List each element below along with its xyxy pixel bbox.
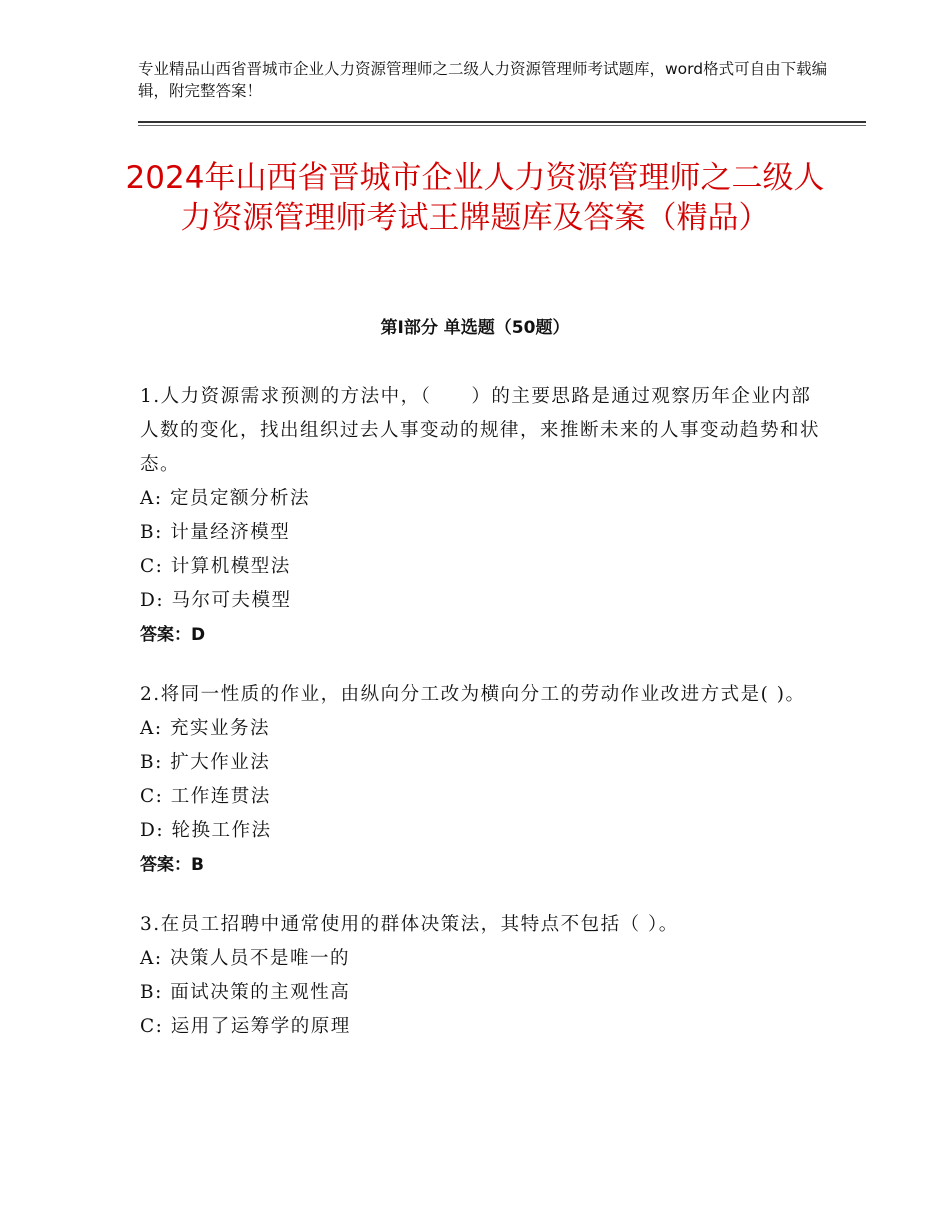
question-1 [140,380,820,652]
section-heading: 第Ⅰ部分 单选题（50题） [380,318,570,338]
header-divider [138,121,866,123]
option-a: A: 充实业务法 [140,718,270,739]
option-a: A: 决策人员不是唯一的 [140,948,350,969]
answer-label: 答案：B [140,855,204,875]
question-stem: 1.人力资源需求预测的方法中，（ ）的主要思路是通过观察历年企业内部人数的变化，找出组织过去人事变动的规律，来推断未来的人事变动趋势和状态。 [140,386,821,475]
option-a: A: 定员定额分析法 [140,488,310,509]
question-3 [140,908,820,1044]
header-divider-thin [138,125,866,126]
option-c: C: 运用了运筹学的原理 [140,1016,351,1037]
question-2 [140,678,820,882]
header-note: 专业精品山西省晋城市企业人力资源管理师之二级人力资源管理师考试题库，word格式可自由下载编辑，附完整答案！ [138,60,828,100]
question-list [140,380,820,1070]
option-d: D: 轮换工作法 [140,820,272,841]
question-stem: 3.在员工招聘中通常使用的群体决策法，其特点不包括（ ）。 [140,914,679,935]
question-stem: 2.将同一性质的作业，由纵向分工改为横向分工的劳动作业改进方式是( )。 [140,684,806,705]
option-b: B: 计量经济模型 [140,522,291,543]
option-c: C: 计算机模型法 [140,556,291,577]
option-d: D: 马尔可夫模型 [140,590,292,611]
answer-label: 答案：D [140,625,206,645]
document-title: 2024年山西省晋城市企业人力资源管理师之二级人力资源管理师考试王牌题库及答案（精品） [125,160,825,236]
option-b: B: 面试决策的主观性高 [140,982,351,1003]
option-c: C: 工作连贯法 [140,786,271,807]
option-b: B: 扩大作业法 [140,752,271,773]
